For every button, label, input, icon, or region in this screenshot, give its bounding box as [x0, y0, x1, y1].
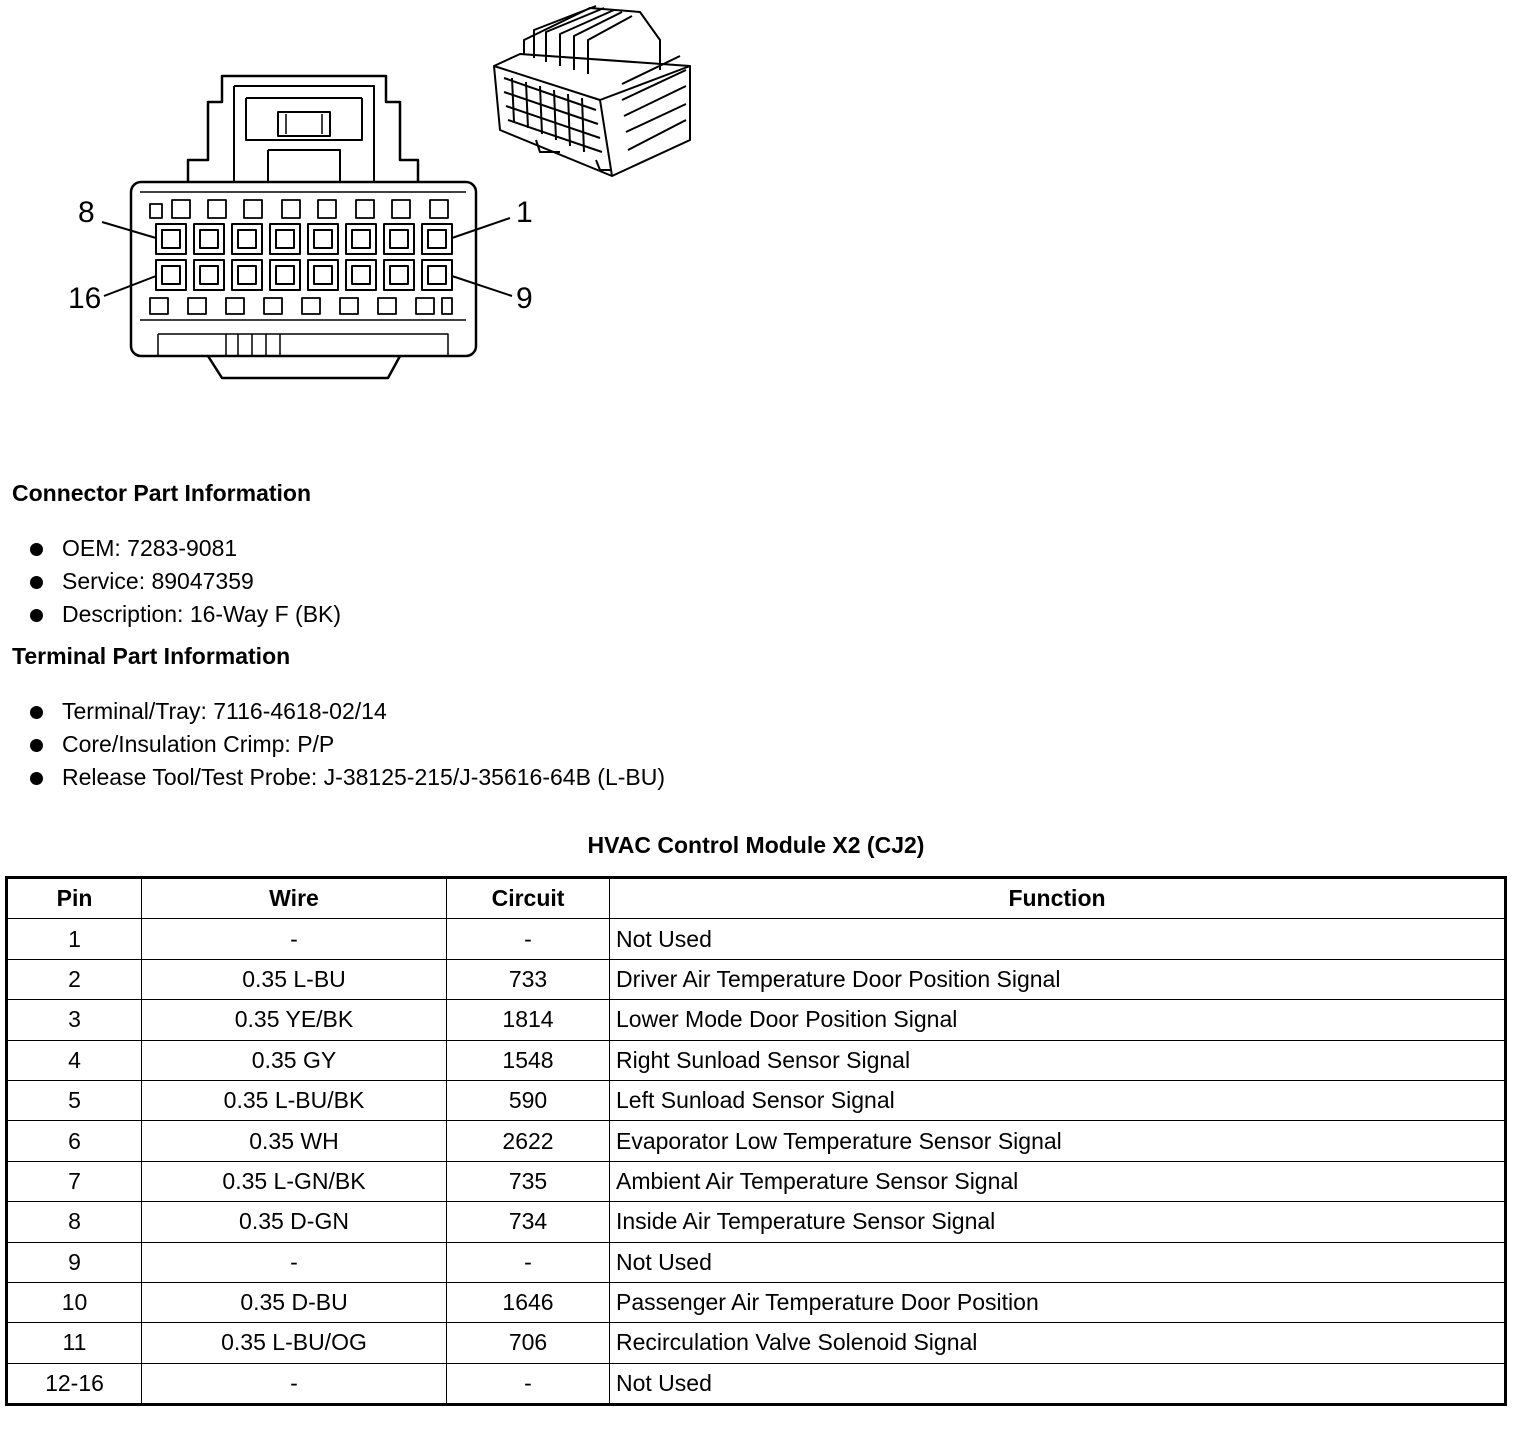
connector-diagram: [0, 0, 760, 440]
cell-pin: 9: [7, 1242, 142, 1282]
list-item: [28, 565, 341, 598]
cell-circuit: 706: [447, 1323, 610, 1363]
cell-function: Not Used: [610, 919, 1506, 959]
connector-3d-view: [494, 6, 690, 176]
bullet-icon: [30, 543, 43, 556]
cell-circuit: 733: [447, 959, 610, 999]
list-item-text: Service: 89047359: [62, 568, 254, 594]
cell-wire: 0.35 L-GN/BK: [142, 1161, 447, 1201]
pin-label-16: 16: [68, 282, 102, 315]
cell-pin: 1: [7, 919, 142, 959]
list-item: [28, 728, 665, 761]
cell-wire: -: [142, 919, 447, 959]
cell-circuit: 734: [447, 1202, 610, 1242]
header-pin: Pin: [7, 878, 142, 919]
list-item: [28, 761, 665, 794]
list-item-text: Core/Insulation Crimp: P/P: [62, 731, 335, 757]
list-item: [28, 532, 341, 565]
bullet-icon: [30, 609, 43, 622]
cell-circuit: 735: [447, 1161, 610, 1201]
cell-function: Recirculation Valve Solenoid Signal: [610, 1323, 1506, 1363]
cell-function: Left Sunload Sensor Signal: [610, 1080, 1506, 1120]
table-row: [7, 1040, 1506, 1080]
cell-function: Not Used: [610, 1363, 1506, 1404]
list-item-text: OEM: 7283-9081: [62, 535, 238, 561]
cell-function: Passenger Air Temperature Door Position: [610, 1282, 1506, 1322]
list-item-text: Terminal/Tray: 7116-4618-02/14: [62, 698, 387, 724]
header-circuit: Circuit: [447, 878, 610, 919]
table-row: [7, 1282, 1506, 1322]
bullet-icon: [30, 772, 43, 785]
cell-circuit: 1814: [447, 1000, 610, 1040]
cell-wire: 0.35 D-BU: [142, 1282, 447, 1322]
cell-wire: 0.35 L-BU/OG: [142, 1323, 447, 1363]
cell-pin: 11: [7, 1323, 142, 1363]
cell-pin: 5: [7, 1080, 142, 1120]
cell-circuit: -: [447, 919, 610, 959]
table-row: [7, 959, 1506, 999]
connector-info-heading: Connector Part Information: [12, 480, 312, 506]
cell-circuit: 1646: [447, 1282, 610, 1322]
table-body: [7, 919, 1506, 1405]
terminal-info-list: [28, 695, 665, 794]
cell-function: Right Sunload Sensor Signal: [610, 1040, 1506, 1080]
cell-circuit: 2622: [447, 1121, 610, 1161]
cell-pin: 12-16: [7, 1363, 142, 1404]
cell-function: Driver Air Temperature Door Position Signal: [610, 959, 1506, 999]
table-row: [7, 1121, 1506, 1161]
table-row: [7, 1242, 1506, 1282]
cell-wire: -: [142, 1363, 447, 1404]
cell-pin: 10: [7, 1282, 142, 1322]
cell-pin: 2: [7, 959, 142, 999]
pinout-table: [5, 876, 1507, 1406]
connector-info-list: [28, 532, 341, 631]
connector-face-drawing: [0, 0, 760, 440]
table-row: [7, 1323, 1506, 1363]
list-item: [28, 598, 341, 631]
cell-pin: 6: [7, 1121, 142, 1161]
terminal-info-heading: Terminal Part Information: [12, 643, 291, 669]
pin-label-9: 9: [516, 282, 533, 315]
table-row: [7, 1000, 1506, 1040]
bullet-icon: [30, 576, 43, 589]
cell-wire: -: [142, 1242, 447, 1282]
table-row: [7, 1080, 1506, 1120]
cell-pin: 7: [7, 1161, 142, 1201]
cell-function: Lower Mode Door Position Signal: [610, 1000, 1506, 1040]
list-item-text: Release Tool/Test Probe: J-38125-215/J-35616-64B (L-BU): [62, 764, 666, 790]
header-wire: Wire: [142, 878, 447, 919]
pin-label-1: 1: [516, 196, 533, 229]
pin-label-8: 8: [78, 196, 95, 229]
cell-wire: 0.35 L-BU/BK: [142, 1080, 447, 1120]
cell-circuit: 590: [447, 1080, 610, 1120]
table-header-row: [7, 878, 1506, 919]
list-item-text: Description: 16-Way F (BK): [62, 601, 342, 627]
bullet-icon: [30, 706, 43, 719]
table-title: HVAC Control Module X2 (CJ2): [587, 832, 925, 858]
cell-wire: 0.35 D-GN: [142, 1202, 447, 1242]
cell-function: Ambient Air Temperature Sensor Signal: [610, 1161, 1506, 1201]
cell-circuit: -: [447, 1242, 610, 1282]
cell-circuit: -: [447, 1363, 610, 1404]
table-row: [7, 1202, 1506, 1242]
table-row: [7, 1363, 1506, 1404]
cell-pin: 3: [7, 1000, 142, 1040]
cell-circuit: 1548: [447, 1040, 610, 1080]
cell-wire: 0.35 GY: [142, 1040, 447, 1080]
cell-wire: 0.35 YE/BK: [142, 1000, 447, 1040]
table-row: [7, 919, 1506, 959]
header-function: Function: [610, 878, 1506, 919]
cell-pin: 8: [7, 1202, 142, 1242]
bullet-icon: [30, 739, 43, 752]
cell-wire: 0.35 L-BU: [142, 959, 447, 999]
cell-function: Evaporator Low Temperature Sensor Signal: [610, 1121, 1506, 1161]
cell-function: Inside Air Temperature Sensor Signal: [610, 1202, 1506, 1242]
cell-wire: 0.35 WH: [142, 1121, 447, 1161]
table-row: [7, 1161, 1506, 1201]
list-item: [28, 695, 665, 728]
cell-function: Not Used: [610, 1242, 1506, 1282]
cell-pin: 4: [7, 1040, 142, 1080]
